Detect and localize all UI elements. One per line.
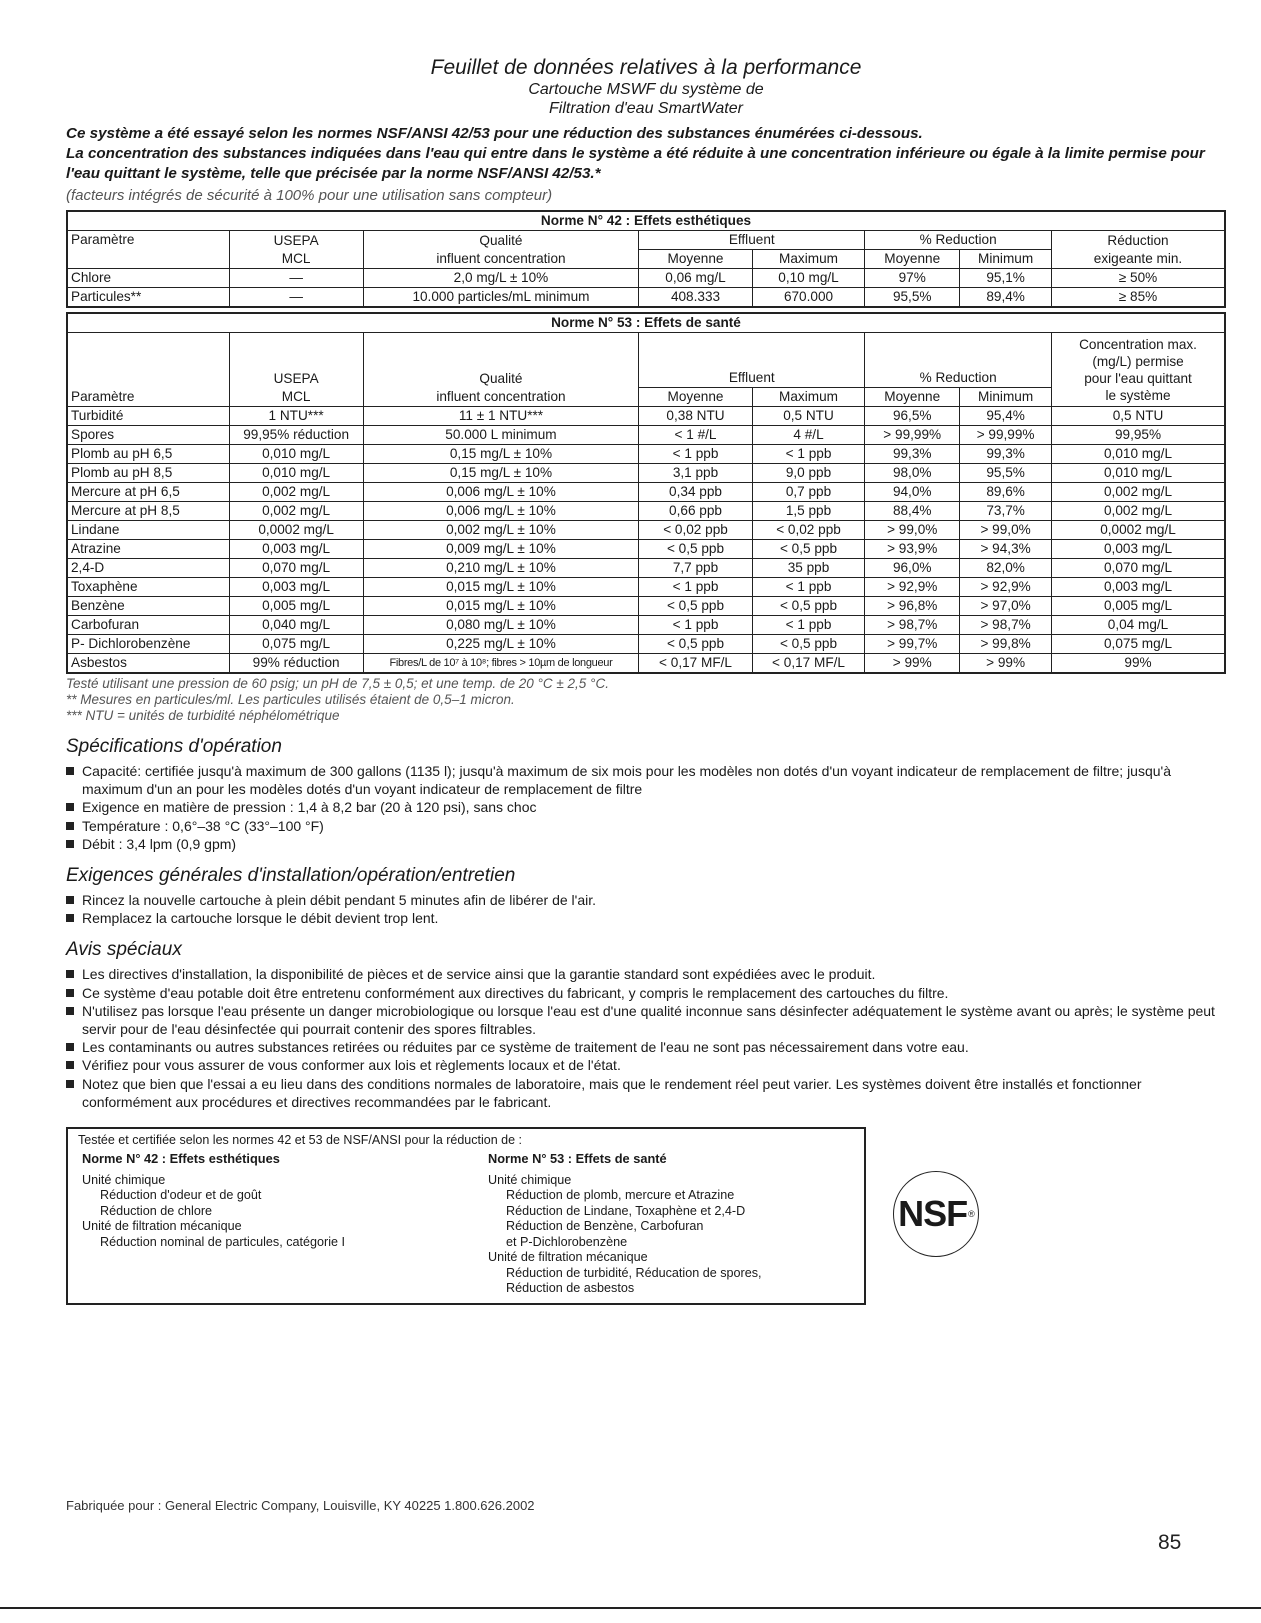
list-item [66, 1002, 1226, 1038]
table-cell-param: Benzène [67, 597, 229, 616]
square-bullet-icon [66, 1043, 74, 1051]
install-list [66, 891, 1226, 927]
table-row [67, 464, 1225, 483]
list-item-text: Ce système d'eau potable doit être entretenu conformément aux directives du fabricant, y compris le remplacement des cartouches du filtre. [82, 984, 949, 1001]
table-row [67, 540, 1225, 559]
section-heading-spec: Spécifications d'opération [66, 736, 282, 757]
table-cell: 670.000 [752, 288, 864, 308]
table-cell: 0,06 mg/L [639, 269, 753, 288]
intro-line-1: Ce système a été essayé selon les normes NSF/ANSI 42/53 pour une réduction des substances énumérées ci-dessous. [66, 125, 923, 142]
list-item-text: Rincez la nouvelle cartouche à plein débit pendant 5 minutes afin de libérer de l'air. [82, 892, 596, 909]
list-item [66, 984, 1226, 1002]
table-cell-param: Carbofuran [67, 616, 229, 635]
table-cell: > 92,9% [960, 578, 1052, 597]
table-53-body [67, 407, 1225, 674]
avis-list [66, 965, 1226, 1111]
table-cell-param: P- Dichlorobenzène [67, 635, 229, 654]
table-cell-param: Mercure at pH 6,5 [67, 483, 229, 502]
table-cell: 94,0% [865, 483, 960, 502]
list-item [66, 835, 1226, 853]
table-cell: 0,006 mg/L ± 10% [363, 483, 639, 502]
table-cell: 0,010 mg/L [229, 445, 363, 464]
table-cell: 99% réduction [229, 654, 363, 674]
table-cell: 95,5% [865, 288, 960, 308]
table-cell: 408.333 [639, 288, 753, 308]
certification-box [66, 1127, 866, 1305]
table-cell: 96,0% [865, 559, 960, 578]
square-bullet-icon [66, 822, 74, 830]
list-item [66, 965, 1226, 983]
page [66, 56, 1226, 1311]
intro-note: (facteurs intégrés de sécurité à 100% pour une utilisation sans compteur) [66, 187, 553, 204]
list-item [66, 1075, 1226, 1111]
section-heading-install: Exigences générales d'installation/opération/entretien [66, 865, 516, 887]
col-header-usepa: USEPA MCL [229, 231, 363, 269]
table-cell: 0,075 mg/L [1052, 635, 1225, 654]
table-cell: 0,002 mg/L [1052, 502, 1225, 521]
col-header-qualite: Qualité influent concentration [363, 333, 639, 407]
intro-line-2: La concentration des substances indiquées dans l'eau qui entre dans le système a été réduite à une concentration inférieure ou égale à la limite permise pour l'eau quittant le système, telle que précisée par la norme NSF/ANSI 42/53.* [66, 145, 1205, 182]
table-cell: 89,6% [960, 483, 1052, 502]
cert-category: Unité chimique [82, 1172, 166, 1187]
table-row [67, 288, 1225, 308]
list-item-text: Température : 0,6°–38 °C (33°–100 °F) [82, 817, 324, 834]
table-cell-param: Toxaphène [67, 578, 229, 597]
table-cell: < 0,5 ppb [752, 540, 864, 559]
registered-mark: ® [968, 1209, 974, 1220]
table-cell: 0,006 mg/L ± 10% [363, 502, 639, 521]
cert-item: Réduction de Lindane, Toxaphène et 2,4-D [506, 1203, 746, 1218]
footnote-2: ** Mesures en particules/ml. Les particules utilisés étaient de 0,5–1 micron. [66, 692, 515, 707]
table-cell: 0,38 NTU [639, 407, 753, 426]
col-header-reduction-min: Réduction exigeante min. [1052, 231, 1225, 269]
manufacturer-line: Fabriquée pour : General Electric Company, Louisville, KY 40225 1.800.626.2002 [66, 1498, 535, 1513]
table-cell: < 1 ppb [752, 578, 864, 597]
table-cell: < 1 #/L [639, 426, 753, 445]
table-cell: 35 ppb [752, 559, 864, 578]
table-cell: 0,005 mg/L [1052, 597, 1225, 616]
table-cell: 0,015 mg/L ± 10% [363, 597, 639, 616]
table-cell: < 0,5 ppb [752, 597, 864, 616]
table-cell: 99,3% [865, 445, 960, 464]
table-cell-param: Turbidité [67, 407, 229, 426]
cert-item: Réduction d'odeur et de goût [100, 1188, 262, 1203]
table-cell: 0,040 mg/L [229, 616, 363, 635]
table-cell: 0,003 mg/L [1052, 540, 1225, 559]
table-cell: 0,080 mg/L ± 10% [363, 616, 639, 635]
table-cell: > 93,9% [865, 540, 960, 559]
cert-item: Réduction de plomb, mercure et Atrazine [506, 1188, 735, 1203]
table-cell-param: Plomb au pH 8,5 [67, 464, 229, 483]
col-header-moyenne: Moyenne [639, 250, 753, 269]
table-cell: > 99,99% [865, 426, 960, 445]
cert-item: Réduction nominal de particules, catégorie I [100, 1234, 346, 1249]
table-cell: 0,66 ppb [639, 502, 753, 521]
table-42-title: Norme N° 42 : Effets esthétiques [67, 211, 1225, 231]
table-cell: 0,005 mg/L [229, 597, 363, 616]
table-cell: > 96,8% [865, 597, 960, 616]
table-cell: > 94,3% [960, 540, 1052, 559]
table-cell: 0,10 mg/L [752, 269, 864, 288]
table-cell: 0,15 mg/L ± 10% [363, 464, 639, 483]
col-header-param: Paramètre [67, 333, 229, 407]
section-heading-avis: Avis spéciaux [66, 939, 182, 961]
certification-heading: Testée et certifiée selon les normes 42 et 53 de NSF/ANSI pour la réduction de : [78, 1133, 522, 1148]
square-bullet-icon [66, 989, 74, 997]
certification-col-42 [82, 1151, 345, 1250]
table-cell: 89,4% [960, 288, 1052, 308]
table-cell: 9,0 ppb [752, 464, 864, 483]
table-cell: 4 #/L [752, 426, 864, 445]
square-bullet-icon [66, 1080, 74, 1088]
table-cell-param: Spores [67, 426, 229, 445]
table-cell: 99,95% [1052, 426, 1225, 445]
list-item [66, 891, 1226, 909]
list-item-text: Les directives d'installation, la disponibilité de pièces et de service ainsi que la garantie standard sont expédiées avec le produit. [82, 966, 876, 983]
table-cell: < 0,17 MF/L [639, 654, 753, 674]
table-cell: 11 ± 1 NTU*** [363, 407, 639, 426]
table-row [67, 559, 1225, 578]
table-cell: 0,002 mg/L [1052, 483, 1225, 502]
list-item [66, 817, 1226, 835]
table-cell: 95,1% [960, 269, 1052, 288]
col-header-maximum: Maximum [752, 250, 864, 269]
table-cell: 0,070 mg/L [1052, 559, 1225, 578]
table-cell: 1 NTU*** [229, 407, 363, 426]
square-bullet-icon [66, 914, 74, 922]
square-bullet-icon [66, 970, 74, 978]
nsf-logo-text: NSF [898, 1193, 968, 1235]
table-row [67, 483, 1225, 502]
table-cell: 0,04 mg/L [1052, 616, 1225, 635]
square-bullet-icon [66, 803, 74, 811]
intro-text [66, 124, 1226, 184]
table-cell: 97% [865, 269, 960, 288]
table-norme-42 [66, 210, 1226, 308]
cert-category: Unité chimique [488, 1172, 572, 1187]
table-cell: 0,7 ppb [752, 483, 864, 502]
table-cell: 7,7 ppb [639, 559, 753, 578]
table-cell: 2,0 mg/L ± 10% [363, 269, 639, 288]
table-cell: — [229, 288, 363, 308]
cert-item: Réduction de chlore [100, 1203, 213, 1218]
col-header-qualite: Qualité influent concentration [363, 231, 639, 269]
table-cell: < 0,5 ppb [639, 597, 753, 616]
col-header-concentration-max: Concentration max. (mg/L) permise pour l'eau quittant le système [1052, 333, 1225, 407]
table-cell: Fibres/L de 10⁷ à 10⁸; fibres > 10µm de longueur [363, 654, 639, 674]
table-cell: — [229, 269, 363, 288]
table-cell: 0,003 mg/L [229, 540, 363, 559]
table-cell: ≥ 85% [1052, 288, 1225, 308]
cert-standard-53: Norme N° 53 : Effets de santé [488, 1151, 667, 1167]
col-header-reduction: % Reduction [865, 231, 1052, 250]
table-cell: > 99,8% [960, 635, 1052, 654]
table-cell: 0,015 mg/L ± 10% [363, 578, 639, 597]
square-bullet-icon [66, 767, 74, 775]
table-cell: > 99,99% [960, 426, 1052, 445]
list-item [66, 909, 1226, 927]
table-cell-param: Chlore [67, 269, 229, 288]
table-cell: 0,5 NTU [752, 407, 864, 426]
table-cell: 0,15 mg/L ± 10% [363, 445, 639, 464]
cert-item: et P-Dichlorobenzène [506, 1234, 628, 1249]
table-cell: 0,210 mg/L ± 10% [363, 559, 639, 578]
table-cell: < 0,02 ppb [752, 521, 864, 540]
table-row [67, 521, 1225, 540]
table-cell-param: Mercure at pH 8,5 [67, 502, 229, 521]
list-item-text: Vérifiez pour vous assurer de vous conformer aux lois et règlements locaux et de l'état. [82, 1057, 621, 1074]
page-subtitle-2: Filtration d'eau SmartWater [549, 100, 743, 117]
table-cell: < 0,5 ppb [639, 635, 753, 654]
table-cell-param: Plomb au pH 6,5 [67, 445, 229, 464]
table-cell: 99,3% [960, 445, 1052, 464]
table-cell: > 99,0% [960, 521, 1052, 540]
table-cell: 0,070 mg/L [229, 559, 363, 578]
col-header-minimum: Minimum [960, 388, 1052, 407]
table-cell: < 0,02 ppb [639, 521, 753, 540]
table-cell: 95,4% [960, 407, 1052, 426]
table-row [67, 502, 1225, 521]
table-row [67, 597, 1225, 616]
table-cell: > 99% [865, 654, 960, 674]
col-header-moyenne: Moyenne [639, 388, 753, 407]
cert-standard-42: Norme N° 42 : Effets esthétiques [82, 1151, 280, 1167]
table-row [67, 578, 1225, 597]
footnote-3: *** NTU = unités de turbidité néphélométrique [66, 708, 340, 723]
table-cell: ≥ 50% [1052, 269, 1225, 288]
nsf-logo-icon [893, 1171, 979, 1257]
table-cell: < 1 ppb [639, 578, 753, 597]
list-item-text: Exigence en matière de pression : 1,4 à 8,2 bar (20 à 120 psi), sans choc [82, 799, 537, 816]
table-cell: 95,5% [960, 464, 1052, 483]
table-norme-53 [66, 312, 1226, 674]
list-item-text: N'utilisez pas lorsque l'eau présente un danger microbiologique ou lorsque l'eau est d'une qualité inconnue sans désinfecter adéquatement le système avant ou après; le système peut servir pour de l'eau désinfectée qui pourrait contenir des spores filtrables. [82, 1002, 1215, 1038]
table-row [67, 269, 1225, 288]
list-item [66, 1056, 1226, 1074]
table-cell: 82,0% [960, 559, 1052, 578]
table-row [67, 426, 1225, 445]
table-cell: 1,5 ppb [752, 502, 864, 521]
list-item-text: Débit : 3,4 lpm (0,9 gpm) [82, 835, 237, 852]
cert-category: Unité de filtration mécanique [82, 1219, 242, 1234]
table-53-title: Norme N° 53 : Effets de santé [67, 313, 1225, 333]
table-cell: < 1 ppb [639, 445, 753, 464]
list-item [66, 762, 1226, 798]
table-cell: 10.000 particles/mL minimum [363, 288, 639, 308]
table-cell-param: Lindane [67, 521, 229, 540]
table-cell: 3,1 ppb [639, 464, 753, 483]
table-cell: > 99,0% [865, 521, 960, 540]
table-cell: 88,4% [865, 502, 960, 521]
table-row [67, 654, 1225, 674]
cert-category: Unité de filtration mécanique [488, 1250, 648, 1265]
table-cell-param: Asbestos [67, 654, 229, 674]
table-cell-param: Particules** [67, 288, 229, 308]
table-row [67, 616, 1225, 635]
table-cell: > 98,7% [865, 616, 960, 635]
table-cell-param: Atrazine [67, 540, 229, 559]
list-item [66, 798, 1226, 816]
footnote-1: Testé utilisant une pression de 60 psig; un pH de 7,5 ± 0,5; et une temp. de 20 °C ± 2,5 °C. [66, 676, 609, 691]
list-item-text: Capacité: certifiée jusqu'à maximum de 300 gallons (1135 l); jusqu'à maximum de six mois pour les modèles non dotés d'un voyant indicateur de remplacement de filtre; jusqu'à maximum d'un an pour les modèles dotés d'un voyant indicateur de remplacement de filtre [82, 763, 1171, 798]
list-item-text: Les contaminants ou autres substances retirées ou réduites par ce système de traitement de l'eau ne sont pas nécessairement dans votre eau. [82, 1039, 969, 1056]
page-title: Feuillet de données relatives à la performance [430, 56, 862, 79]
table-cell: 0,003 mg/L [1052, 578, 1225, 597]
cert-item: Réduction de Benzène, Carbofuran [506, 1219, 704, 1234]
table-row [67, 635, 1225, 654]
list-item-text: Remplacez la cartouche lorsque le débit devient trop lent. [82, 910, 439, 927]
table-cell: < 0,5 ppb [752, 635, 864, 654]
table-cell: > 97,0% [960, 597, 1052, 616]
table-cell: 99,95% réduction [229, 426, 363, 445]
table-cell: 0,002 mg/L ± 10% [363, 521, 639, 540]
table-cell: 99% [1052, 654, 1225, 674]
page-number: 85 [1158, 1531, 1182, 1554]
table-cell: < 1 ppb [752, 616, 864, 635]
col-header-usepa: USEPA MCL [229, 333, 363, 407]
table-cell: 98,0% [865, 464, 960, 483]
table-cell: 0,002 mg/L [229, 483, 363, 502]
table-cell: 0,075 mg/L [229, 635, 363, 654]
page-subtitle-1: Cartouche MSWF du système de [528, 81, 764, 98]
table-cell-param: 2,4-D [67, 559, 229, 578]
table-cell: 0,0002 mg/L [229, 521, 363, 540]
table-cell: < 1 ppb [752, 445, 864, 464]
table-cell: 0,5 NTU [1052, 407, 1225, 426]
col-header-maximum: Maximum [752, 388, 864, 407]
table-cell: 0,0002 mg/L [1052, 521, 1225, 540]
square-bullet-icon [66, 1061, 74, 1069]
table-cell: > 92,9% [865, 578, 960, 597]
table-cell: 0,003 mg/L [229, 578, 363, 597]
table-cell: > 99% [960, 654, 1052, 674]
table-cell: < 0,5 ppb [639, 540, 753, 559]
table-cell: > 99,7% [865, 635, 960, 654]
square-bullet-icon [66, 1007, 74, 1015]
col-header-effluent: Effluent [639, 333, 865, 388]
cert-item: Réduction de asbestos [506, 1281, 635, 1296]
table-row [67, 407, 1225, 426]
table-cell: 0,010 mg/L [229, 464, 363, 483]
table-cell: 73,7% [960, 502, 1052, 521]
list-item-text: Notez que bien que l'essai a eu lieu dans des conditions normales de laboratoire, mais que le rendement réel peut varier. Les systèmes doivent être installés et fonctionner conformément aux procédures et directives recommandées par le fabricant. [82, 1075, 1142, 1110]
table-cell: 50.000 L minimum [363, 426, 639, 445]
square-bullet-icon [66, 896, 74, 904]
table-cell: 96,5% [865, 407, 960, 426]
square-bullet-icon [66, 840, 74, 848]
col-header-minimum: Minimum [960, 250, 1052, 269]
col-header-effluent: Effluent [639, 231, 865, 250]
table-cell: 0,225 mg/L ± 10% [363, 635, 639, 654]
table-42-body [67, 269, 1225, 308]
list-item [66, 1038, 1226, 1056]
table-cell: 0,002 mg/L [229, 502, 363, 521]
certification-area [66, 1127, 1226, 1311]
col-header-reduction: % Reduction [865, 333, 1052, 388]
table-cell: 0,34 ppb [639, 483, 753, 502]
table-cell: < 0,17 MF/L [752, 654, 864, 674]
spec-list [66, 762, 1226, 853]
col-header-moyenne-red: Moyenne [865, 388, 960, 407]
col-header-moyenne-red: Moyenne [865, 250, 960, 269]
table-cell: 0,010 mg/L [1052, 464, 1225, 483]
table-row [67, 445, 1225, 464]
col-header-param: Paramètre [67, 231, 229, 269]
table-cell: < 1 ppb [639, 616, 753, 635]
table-cell: 0,009 mg/L ± 10% [363, 540, 639, 559]
table-cell: > 98,7% [960, 616, 1052, 635]
certification-col-53 [488, 1151, 762, 1297]
cert-item: Réduction de turbidité, Réducation de spores, [506, 1265, 762, 1280]
table-cell: 0,010 mg/L [1052, 445, 1225, 464]
